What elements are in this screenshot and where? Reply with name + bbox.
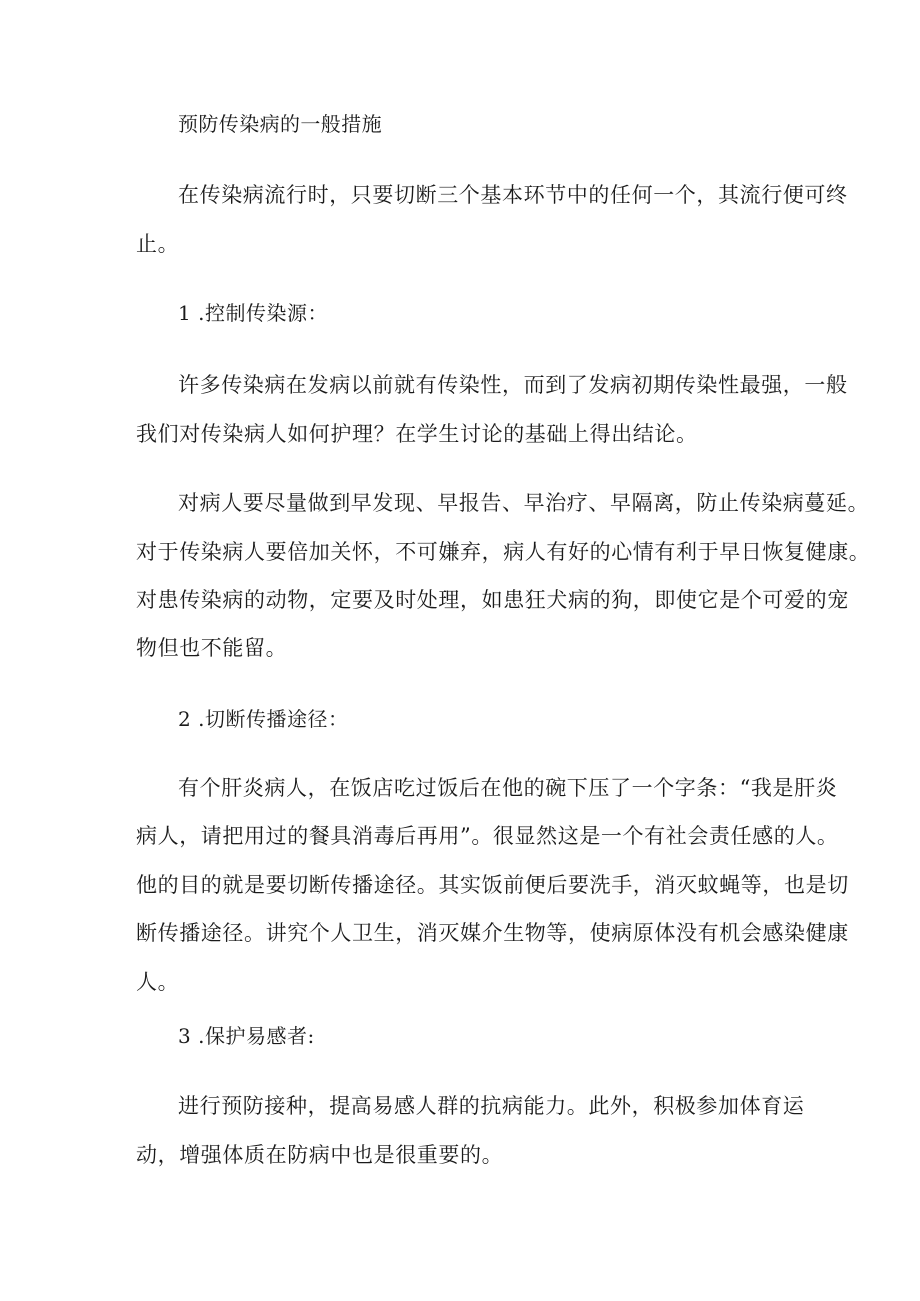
section2-line-2: 病人，请把用过的餐具消毒后再用”。很显然这是一个有社会责任感的人。 <box>136 824 839 848</box>
section1-p2-line-3: 对患传染病的动物，定要及时处理，如患狂犬病的狗，即使它是个可爱的宠 <box>136 588 849 612</box>
section3-line-1: 进行预防接种，提高易感人群的抗病能力。此外，积极参加体育运 <box>178 1094 805 1118</box>
document-title: 预防传染病的一般措施 <box>178 112 382 136</box>
intro-line-2: 止。 <box>136 232 180 256</box>
section2-heading: 2 .切断传播途径： <box>178 707 349 731</box>
section3-line-2: 动，增强体质在防病中也是很重要的。 <box>136 1143 504 1167</box>
section1-p1-line-1: 许多传染病在发病以前就有传染性，而到了发病初期传染性最强，一般 <box>178 373 848 397</box>
section1-p1-line-2: 我们对传染病人如何护理？在学生讨论的基础上得出结论。 <box>136 422 698 446</box>
section1-p2-line-2: 对于传染病人要倍加关怀，不可嫌弃，病人有好的心情有利于早日恢复健康。 <box>136 540 871 564</box>
section2-line-1: 有个肝炎病人，在饭店吃过饭后在他的碗下压了一个字条：“我是肝炎 <box>178 776 838 800</box>
section1-heading: 1 .控制传染源： <box>178 301 328 325</box>
section1-p2-line-1: 对病人要尽量做到早发现、早报告、早治疗、早隔离，防止传染病蔓延。 <box>178 491 870 515</box>
section2-line-4: 断传播途径。讲究个人卫生，消灭媒介生物等，使病原体没有机会感染健康 <box>136 921 849 945</box>
section1-p2-line-4: 物但也不能留。 <box>136 636 288 660</box>
section2-line-5: 人。 <box>136 970 180 994</box>
section2-line-3: 他的目的就是要切断传播途径。其实饭前便后要洗手，消灭蚊蝇等，也是切 <box>136 873 849 897</box>
section3-heading: 3 .保护易感者: <box>178 1024 315 1048</box>
intro-line-1: 在传染病流行时，只要切断三个基本环节中的任何一个，其流行便可终 <box>178 183 848 207</box>
